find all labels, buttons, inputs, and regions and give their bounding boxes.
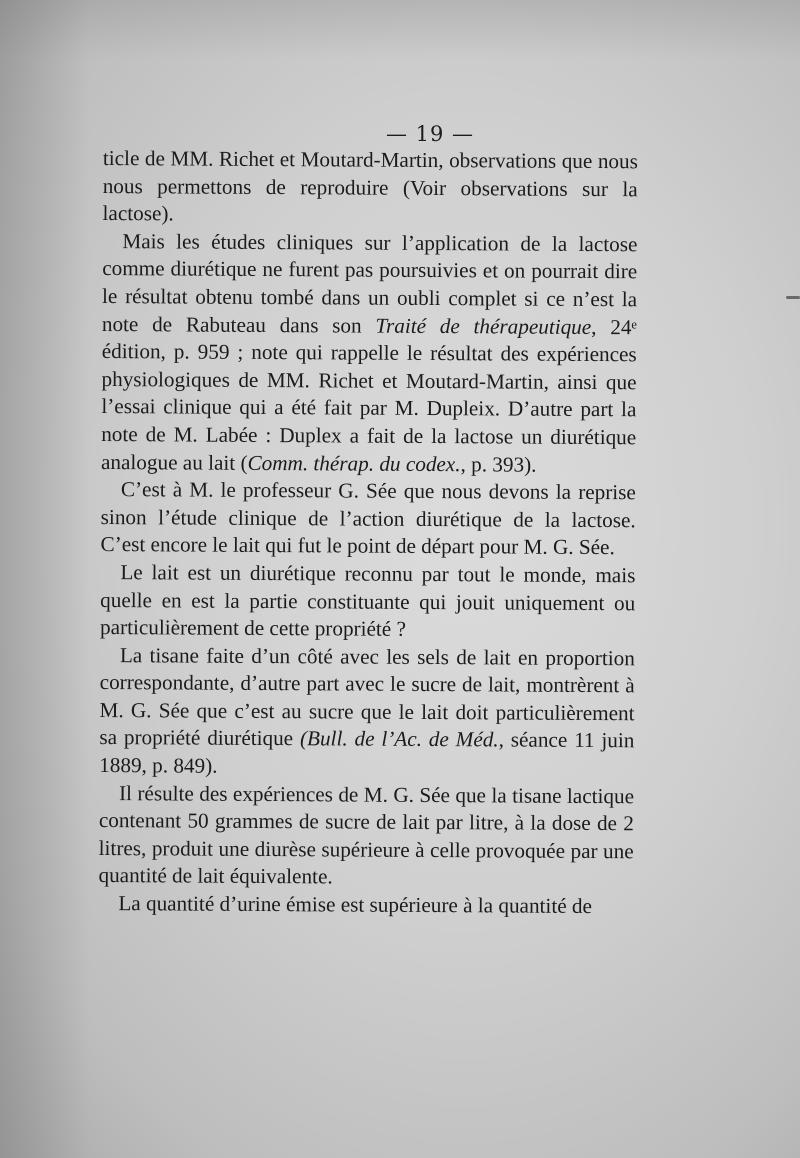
- paragraph-text: , séance 11 juin 1889, p. 849).: [99, 727, 635, 778]
- scan-smudge: [786, 296, 800, 299]
- paragraph: [101, 228, 638, 480]
- paragraph: [100, 476, 635, 562]
- page-number: — 19 —: [385, 122, 475, 146]
- scan-top-shadow: [0, 0, 800, 60]
- paragraph-text: Il résulte des expériences de M. G. Sée que la tisane lactique contenant 50 grammes de sucre de lait par litre, à la dose de 2 litres, produit une diurèse supérieure à celle provoquée par une quantité de lait équivalente.: [98, 780, 635, 889]
- paragraph: [99, 642, 635, 783]
- paragraph-text: Mais les études cliniques sur l’application de la lactose comme diurétique ne furent pas poursuivies et on pourrait dire le résultat obtenu tombé dans un oubli complet si ce n’est la note de Rabuteau dans son: [101, 228, 638, 338]
- paragraph-text: C’est à M. le professeur G. Sée que nous devons la reprise sinon l’étude clinique de l’action diurétique de la lactose. C’est encore le lait qui fut le point de départ pour M. G. Sée.: [100, 477, 636, 560]
- paragraph-text: Le lait est un diurétique reconnu par tout le monde, mais quelle en est la partie constituante qui jouit uniquement ou particulièrement de cette propriété ?: [99, 560, 636, 641]
- paragraph-text: La tisane faite d’un côté avec les sels de lait en proportion correspondante, d’autre part avec le sucre de lait, montrèrent à M. G. Sée que c’est au sucre que le lait doit particulièrement sa propriété diurétique: [99, 642, 635, 751]
- paragraph: [100, 559, 635, 645]
- paragraph: [98, 780, 634, 894]
- paragraph-text: , p. 393).: [460, 451, 537, 477]
- paragraph: [98, 890, 633, 921]
- scan-edge-shadow: [0, 0, 90, 1158]
- paragraph-text: ticle de MM. Richet et Moutard-Martin, observations que nous nous permettons de reproduire (Voir observations sur la lactose).: [102, 145, 638, 226]
- citation-italic: (Bull. de l’Ac. de Méd.: [299, 726, 499, 752]
- citation-italic: Comm. thérap. du codex.: [247, 450, 461, 476]
- body-text: [98, 145, 638, 921]
- paragraph-text: La quantité d’urine émise est supérieure à la quantité de: [118, 891, 593, 919]
- book-title-italic: Traité de thérapeutique: [375, 313, 592, 339]
- paragraph: [102, 145, 637, 231]
- paragraph-text: , 24ᵉ édition, p. 959 ; note qui rappelle le résultat des expériences physiologiques de MM. Richet et Moutard-Martin, ainsi que l’essai clinique qui a été fait par M. Dupleix. D’autre part la note de M. Labée : Duplex a fait de la lactose un diurétique analogue au lait (: [100, 314, 637, 475]
